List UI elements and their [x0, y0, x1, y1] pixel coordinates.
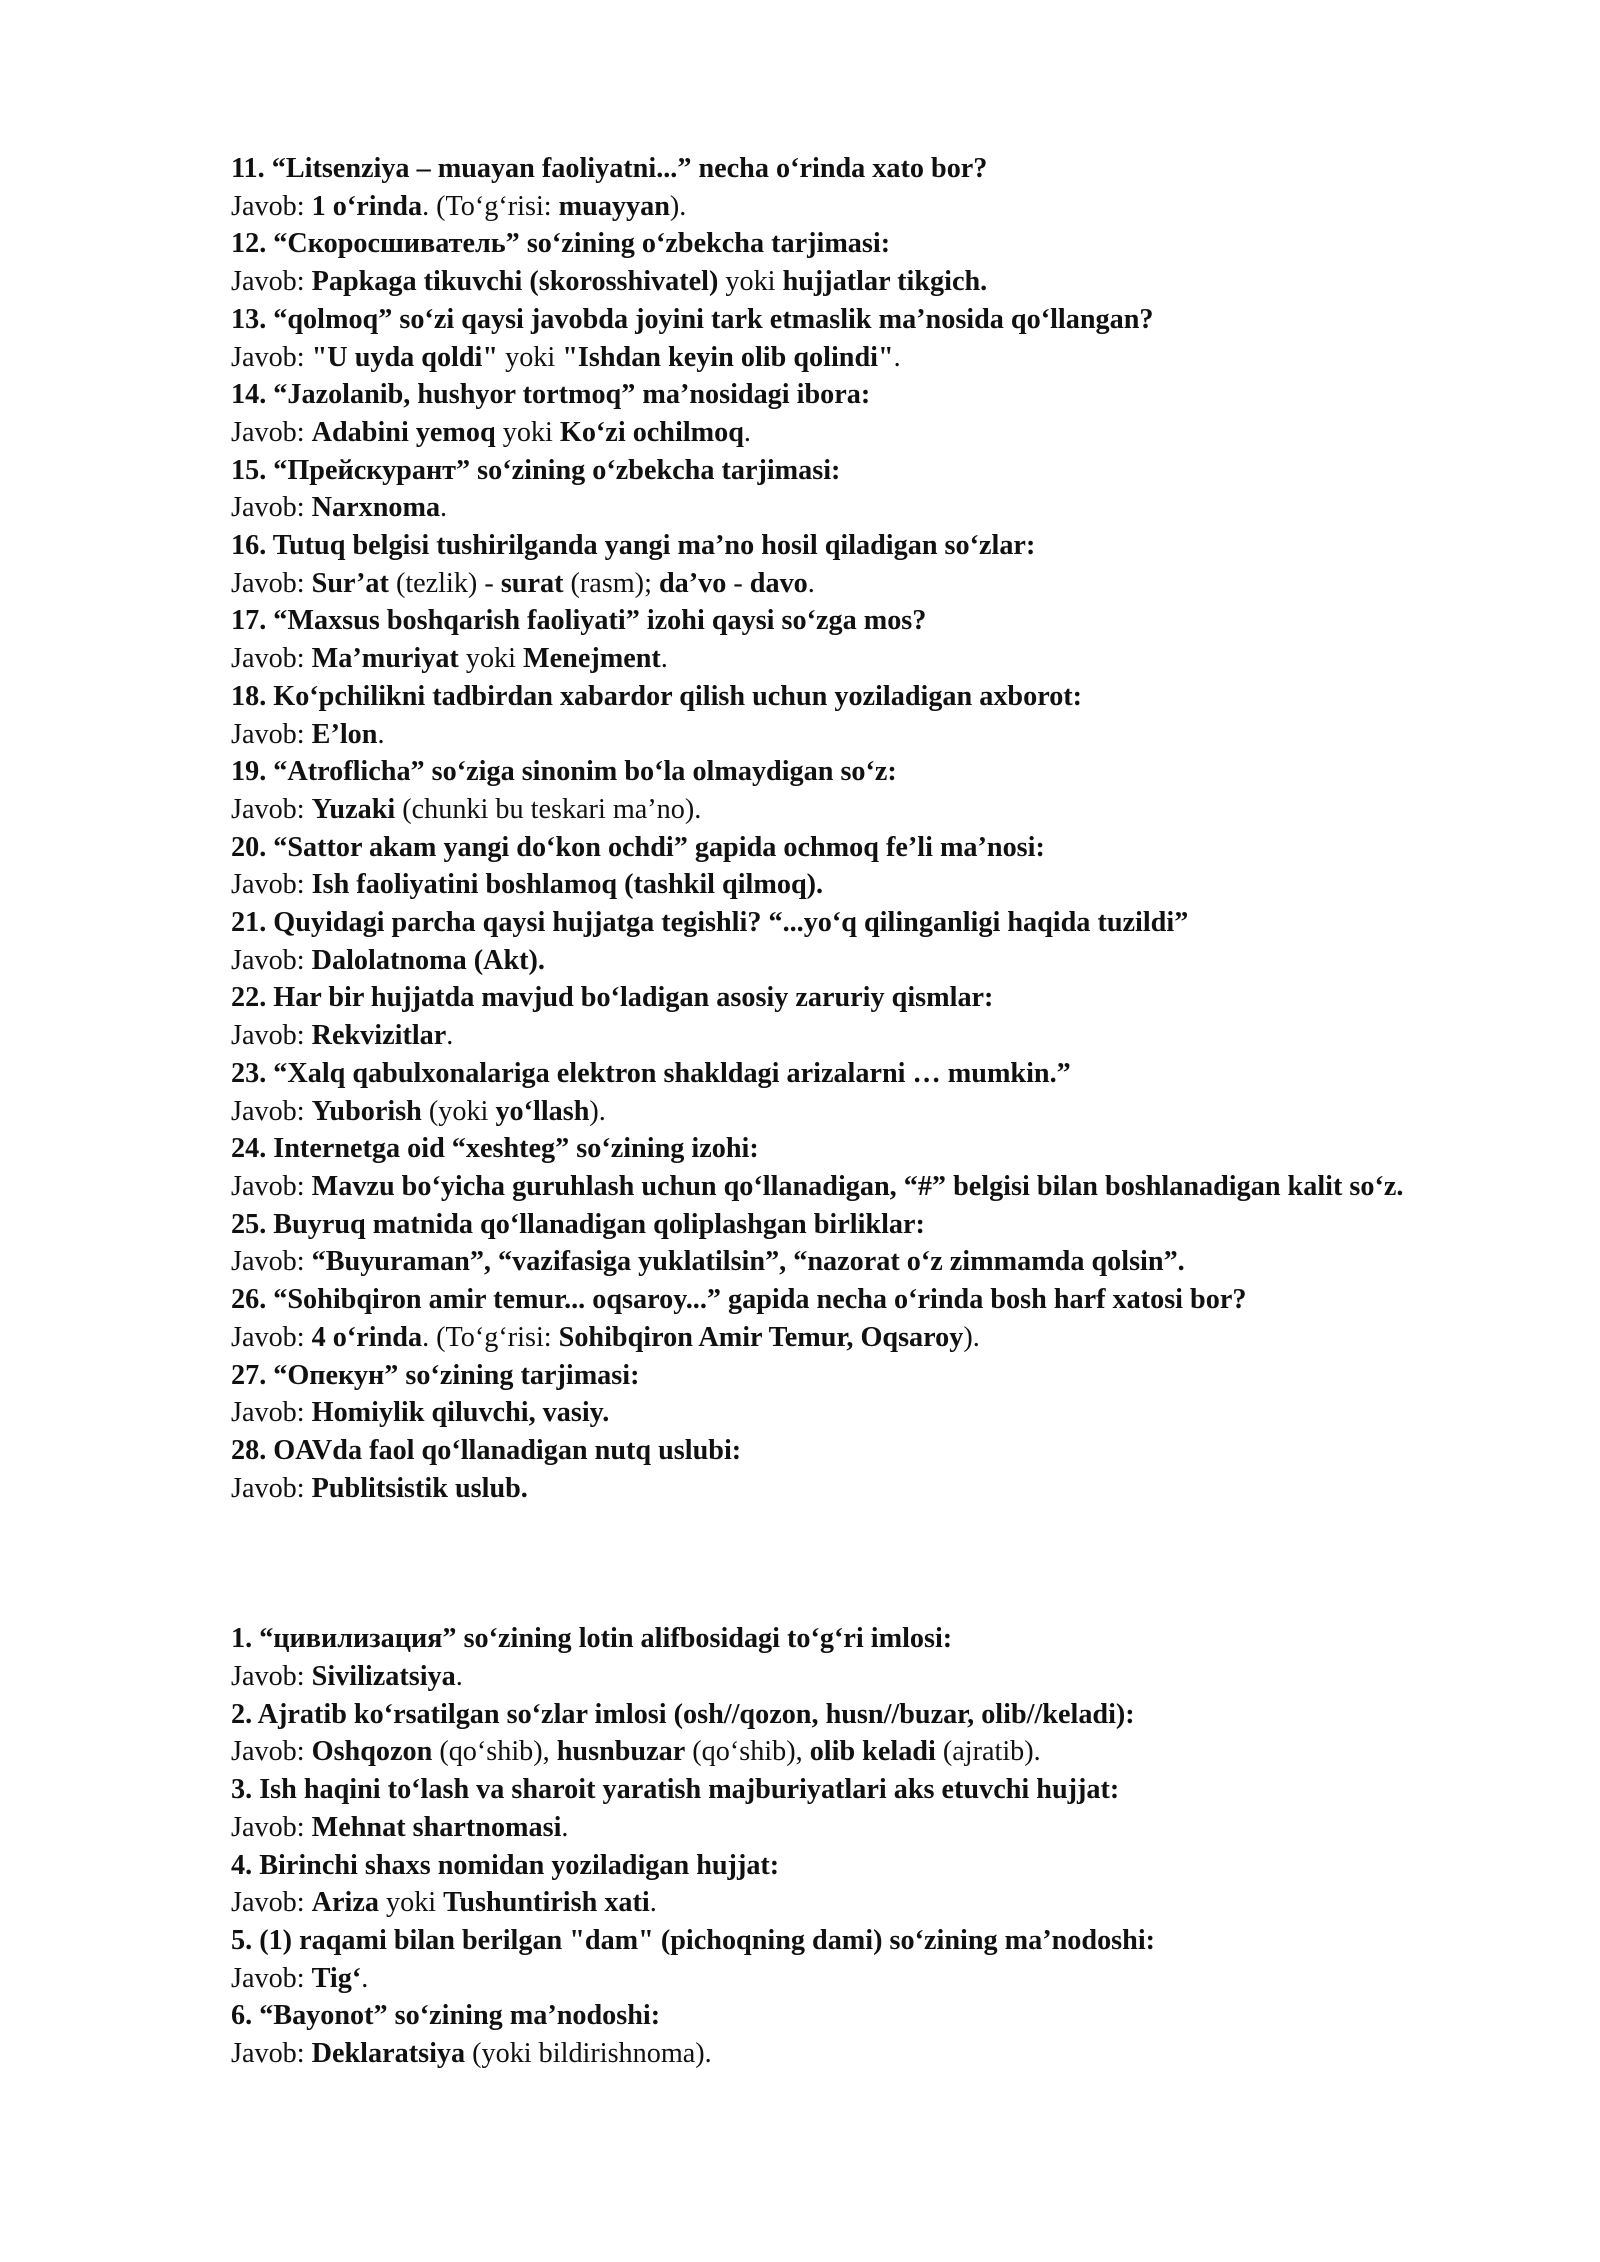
question-text: 12. “Скоросшиватель” so‘zining o‘zbekcha tarjimasi:	[231, 228, 891, 260]
answer-bold-segment: Sur’at	[311, 567, 389, 599]
answer-text	[231, 1470, 1461, 1508]
answer-bold-segment: 4 o‘rinda	[311, 1321, 423, 1353]
answer-plain-segment: Javob:	[231, 1397, 312, 1429]
answer-plain-segment: yoki	[718, 266, 783, 298]
answer-plain-segment: Javob:	[231, 2038, 312, 2070]
answer-plain-segment: (rasm);	[563, 567, 659, 599]
answer-text	[231, 716, 1461, 754]
answer-plain-segment: .	[561, 1811, 569, 1843]
answer-text	[231, 1658, 1461, 1696]
question-text: 3. Ish haqini to‘lash va sharoit yaratish majburiyatlari aks etuvchi hujjat:	[231, 1774, 1120, 1806]
answer-plain-segment: Javob:	[231, 1321, 312, 1353]
answer-plain-segment: Javob:	[231, 1020, 312, 1052]
question-text: 13. “qolmoq” so‘zi qaysi javobda joyini tark etmaslik ma’nosida qo‘llangan?	[231, 303, 1154, 335]
question-text: 17. “Maxsus boshqarish faoliyati” izohi qaysi so‘zga mos?	[231, 605, 927, 637]
answer-plain-segment: Javob:	[231, 1095, 312, 1127]
answer-plain-segment: Javob:	[231, 718, 312, 750]
question-text: 24. Internetga oid “xeshteg” so‘zining izohi:	[231, 1133, 759, 1165]
answer-text	[231, 1093, 1461, 1131]
answer-plain-segment: Javob:	[231, 1962, 312, 1994]
answer-plain-segment: (tezlik) -	[388, 567, 501, 599]
answer-plain-segment: .	[361, 1962, 369, 1994]
answer-bold-segment: hujjatlar tikgich.	[782, 266, 988, 298]
answer-plain-segment: ).	[963, 1321, 980, 1353]
answer-text	[231, 489, 1461, 527]
answer-bold-segment: Sivilizatsiya	[311, 1661, 456, 1693]
question-text: 22. Har bir hujjatda mavjud bo‘ladigan asosiy zaruriy qismlar:	[231, 982, 994, 1014]
answer-bold-segment: Ish faoliyatini boshlamoq (tashkil qilmoq).	[311, 869, 824, 901]
answer-plain-segment: Javob:	[231, 416, 312, 448]
answer-bold-segment: Oshqozon	[311, 1736, 433, 1768]
question-text: 14. “Jazolanib, hushyor tortmoq” ma’nosidagi ibora:	[231, 379, 871, 411]
question-text: 28. OAVda faol qo‘llanadigan nutq uslubi:	[231, 1434, 742, 1466]
answer-plain-segment: Javob:	[231, 567, 312, 599]
answer-text	[231, 1809, 1461, 1847]
question-section	[231, 150, 1461, 1507]
answer-bold-segment: “Buyuraman”, “vazifasiga yuklatilsin”, “nazorat o‘z zimmamda qolsin”.	[311, 1246, 1185, 1278]
answer-bold-segment: Ma’muriyat	[311, 643, 459, 675]
answer-text	[231, 1319, 1461, 1357]
answer-text	[231, 263, 1461, 301]
answer-bold-segment: Sohibqiron Amir Temur, Oqsaroy	[558, 1321, 964, 1353]
answer-plain-segment: yoki	[495, 416, 560, 448]
answer-text	[231, 1243, 1461, 1281]
answer-plain-segment: Javob:	[231, 1472, 312, 1504]
answer-bold-segment: Ariza	[311, 1887, 379, 1919]
answer-plain-segment: .	[649, 1887, 657, 1919]
answer-plain-segment: .	[440, 492, 448, 524]
answer-plain-segment: Javob:	[231, 1170, 312, 1202]
answer-plain-segment: .	[807, 567, 815, 599]
answer-bold-segment: Dalolatnoma (Akt).	[311, 944, 545, 976]
answer-bold-segment: "U uyda qoldi"	[311, 341, 499, 373]
answer-plain-segment: (qo‘shib),	[432, 1736, 557, 1768]
answer-text	[231, 640, 1461, 678]
answer-bold-segment: Narxnoma	[311, 492, 441, 524]
question-text: 20. “Sattor akam yangi do‘kon ochdi” gapida ochmoq fe’li ma’nosi:	[231, 831, 1045, 863]
answer-plain-segment: Javob:	[231, 492, 312, 524]
answer-bold-segment: Homiylik qiluvchi, vasiy.	[311, 1397, 610, 1429]
answer-bold-segment: Rekvizitlar	[311, 1020, 447, 1052]
answer-plain-segment: Javob:	[231, 944, 312, 976]
answer-plain-segment: yoki	[458, 643, 524, 675]
answer-plain-segment: Javob:	[231, 190, 312, 222]
answer-bold-segment: Adabini yemoq	[311, 416, 496, 448]
question-text: 2. Ajratib ko‘rsatilgan so‘zlar imlosi (osh//qozon, husn//buzar, olib//keladi):	[231, 1698, 1135, 1730]
answer-plain-segment: .	[893, 341, 901, 373]
answer-bold-segment: surat	[500, 567, 564, 599]
answer-bold-segment: Deklaratsiya	[311, 2038, 466, 2070]
answer-plain-segment: Javob:	[231, 643, 312, 675]
question-text: 27. “Опекун” so‘zining tarjimasi:	[231, 1359, 640, 1391]
question-text: 4. Birinchi shaxs nomidan yoziladigan hujjat:	[231, 1849, 780, 1881]
answer-plain-segment: (yoki	[421, 1095, 496, 1127]
answer-plain-segment: Javob:	[231, 266, 312, 298]
answer-plain-segment: (yoki bildirishnoma).	[465, 2038, 712, 2070]
answer-bold-segment: da’vo	[658, 567, 727, 599]
answer-bold-segment: Mavzu bo‘yicha guruhlash uchun qo‘llanadigan, “#” belgisi bilan boshlanadigan kalit so‘z.	[311, 1170, 1404, 1202]
question-text: 6. “Bayonot” so‘zining ma’nodoshi:	[231, 2000, 661, 2032]
answer-plain-segment: Javob:	[231, 1736, 312, 1768]
question-text: 18. Ko‘pchilikni tadbirdan xabardor qilish uchun yoziladigan axborot:	[231, 680, 1083, 712]
question-text: 19. “Atroflicha” so‘ziga sinonim bo‘la olmaydigan so‘z:	[231, 756, 897, 788]
answer-plain-segment: .	[377, 718, 385, 750]
answer-text	[231, 1017, 1461, 1055]
answer-bold-segment: Menejment	[523, 643, 661, 675]
answer-bold-segment: E’lon	[311, 718, 378, 750]
answer-text	[231, 565, 1461, 603]
question-text: 5. (1) raqami bilan berilgan "dam" (pichoqning dami) so‘zining ma’nodoshi:	[231, 1924, 1156, 1956]
answer-plain-segment: (ajratib).	[935, 1736, 1041, 1768]
answer-text	[231, 866, 1461, 904]
answer-bold-segment: davo	[749, 567, 808, 599]
answer-bold-segment: Yuborish	[311, 1095, 422, 1127]
answer-bold-segment: husnbuzar	[556, 1736, 686, 1768]
answer-text	[231, 791, 1461, 829]
answer-plain-segment: .	[446, 1020, 454, 1052]
answer-plain-segment: yoki	[498, 341, 563, 373]
answer-text	[231, 1960, 1461, 1998]
answer-bold-segment: 1 o‘rinda	[311, 190, 423, 222]
question-text: 15. “Прейскурант” so‘zining o‘zbekcha tarjimasi:	[231, 454, 841, 486]
question-section	[231, 1620, 1461, 2072]
answer-plain-segment: Javob:	[231, 869, 312, 901]
document-page	[231, 150, 1461, 2073]
question-text: 11. “Litsenziya – muayan faoliyatni...” necha o‘rinda xato bor?	[231, 153, 988, 184]
answer-bold-segment: muayyan	[558, 190, 670, 222]
question-text: 26. “Sohibqiron amir temur... oqsaroy...” gapida necha o‘rinda bosh harf xatosi bor?	[231, 1284, 1247, 1316]
answer-text	[231, 339, 1461, 377]
answer-plain-segment: Javob:	[231, 1661, 312, 1693]
answer-plain-segment: . (To‘g‘risi:	[422, 190, 559, 222]
answer-bold-segment: Publitsistik uslub.	[311, 1472, 528, 1504]
answer-bold-segment: Tushuntirish xati	[443, 1887, 650, 1919]
answer-bold-segment: yo‘llash	[495, 1095, 590, 1127]
question-text: 25. Buyruq matnida qo‘llanadigan qoliplashgan birliklar:	[231, 1208, 925, 1240]
answer-plain-segment: (chunki bu teskari ma’no).	[395, 793, 702, 825]
answer-bold-segment: "Ishdan keyin olib qolindi"	[562, 341, 894, 373]
answer-text	[231, 1394, 1461, 1432]
answer-plain-segment: .	[660, 643, 668, 675]
answer-plain-segment: ).	[669, 190, 687, 222]
answer-bold-segment: Yuzaki	[311, 793, 396, 825]
answer-plain-segment: Javob:	[231, 341, 312, 373]
answer-text	[231, 2035, 1461, 2073]
answer-text	[231, 1733, 1461, 1771]
answer-bold-segment: Tig‘	[311, 1962, 362, 1994]
answer-plain-segment: (qo‘shib),	[685, 1736, 810, 1768]
answer-plain-segment: .	[743, 416, 751, 448]
answer-text	[231, 1884, 1461, 1922]
answer-text	[231, 188, 1461, 226]
answer-plain-segment: Javob:	[231, 1887, 312, 1919]
answer-text	[231, 1168, 1461, 1206]
answer-text	[231, 942, 1461, 980]
answer-bold-segment: Papkaga tikuvchi (skorosshivatel)	[311, 266, 719, 298]
answer-bold-segment: Mehnat shartnomasi	[311, 1811, 562, 1843]
answer-plain-segment: Javob:	[231, 793, 312, 825]
answer-text	[231, 414, 1461, 452]
answer-bold-segment: Ko‘zi ochilmoq	[559, 416, 744, 448]
answer-plain-segment: ).	[589, 1095, 606, 1127]
answer-plain-segment: Javob:	[231, 1811, 312, 1843]
answer-bold-segment: olib keladi	[809, 1736, 936, 1768]
answer-plain-segment: . (To‘g‘risi:	[422, 1321, 559, 1353]
answer-plain-segment: -	[726, 567, 750, 599]
answer-plain-segment: .	[455, 1661, 463, 1693]
question-text: 16. Tutuq belgisi tushirilganda yangi ma’no hosil qiladigan so‘zlar:	[231, 530, 1036, 562]
question-text: 1. “цивилизация” so‘zining lotin alifbosidagi to‘g‘ri imlosi:	[231, 1623, 953, 1655]
question-text: 23. “Xalq qabulxonalariga elektron shakldagi arizalarni … mumkin.”	[231, 1057, 1071, 1089]
question-text: 21. Quyidagi parcha qaysi hujjatga tegishli? “...yo‘q qilinganligi haqida tuzildi”	[231, 907, 1189, 939]
answer-plain-segment: yoki	[378, 1887, 444, 1919]
answer-plain-segment: Javob:	[231, 1246, 312, 1278]
